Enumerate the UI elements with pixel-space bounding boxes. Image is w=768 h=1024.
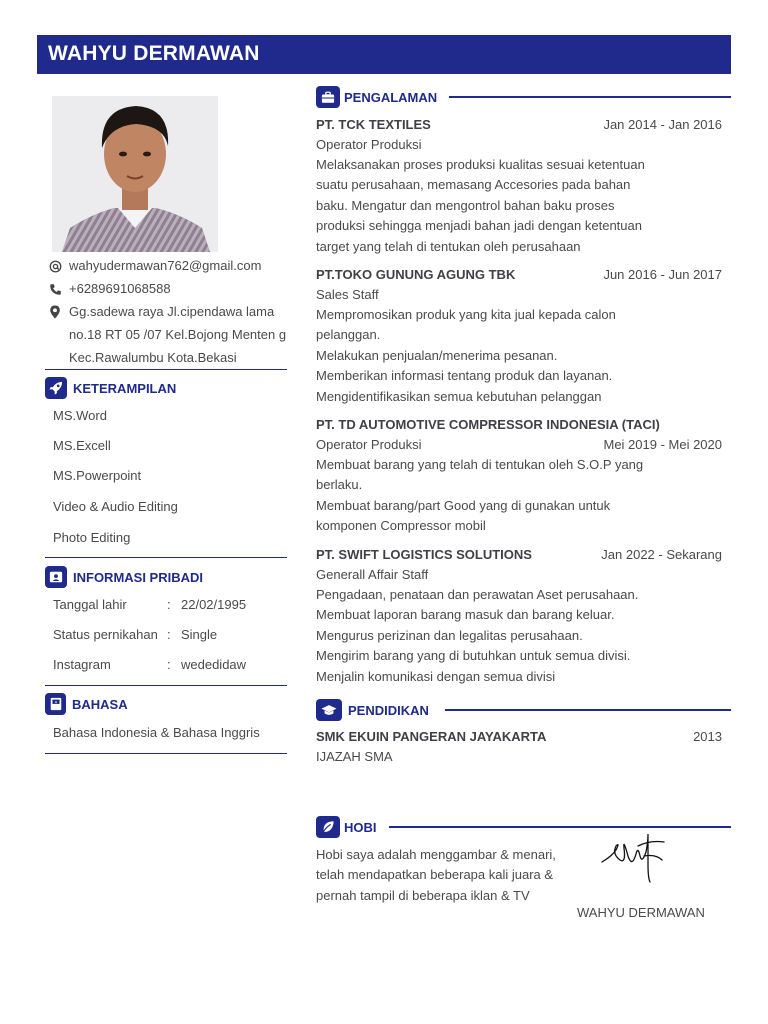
job-role: Sales Staff xyxy=(316,287,379,302)
info-label: Tanggal lahir xyxy=(53,597,127,612)
job-date: Jun 2016 - Jun 2017 xyxy=(603,267,722,282)
language-text: Bahasa Indonesia & Bahasa Inggris xyxy=(53,725,260,740)
divider xyxy=(45,369,287,370)
personal-info-title: INFORMASI PRIBADI xyxy=(73,570,203,585)
candidate-name: WAHYU DERMAWAN xyxy=(48,42,260,65)
personal-info-section-header xyxy=(45,566,287,588)
job-entry xyxy=(316,415,722,537)
school-name: SMK EKUIN PANGERAN JAYAKARTA xyxy=(316,729,547,744)
leaf-icon xyxy=(316,816,340,838)
job-company: PT.TOKO GUNUNG AGUNG TBK xyxy=(316,267,516,282)
svg-text:A: A xyxy=(54,699,57,705)
divider xyxy=(45,557,287,558)
skills-title: KETERAMPILAN xyxy=(73,381,177,396)
section-rule xyxy=(445,709,731,711)
skill-item: MS.Powerpoint xyxy=(53,468,142,483)
info-separator: : xyxy=(167,657,171,672)
education-title: PENDIDIKAN xyxy=(348,703,429,718)
info-value: 22/02/1995 xyxy=(181,597,247,612)
signature-image xyxy=(598,826,670,884)
job-company: PT. SWIFT LOGISTICS SOLUTIONS xyxy=(316,547,532,562)
language-section-header xyxy=(45,693,287,715)
job-date: Mei 2019 - Mei 2020 xyxy=(603,437,722,452)
skill-item: MS.Excell xyxy=(53,438,111,453)
header-bar xyxy=(37,35,731,74)
job-description: Melaksanakan proses produksi kualitas sesuai ketentuan suatu perusahaan, memasang Accesories pada bahan baku. Mengatur dan mengontrol bahan baku proses produksi sehingga menjadi bahan jadi dengan ketentuan target yang telah di tentukan oleh perusahaan xyxy=(316,157,645,254)
divider xyxy=(45,685,287,686)
language-title: BAHASA xyxy=(72,697,128,712)
contact-email[interactable]: wahyudermawan762@gmail.com xyxy=(69,258,262,273)
education-entry xyxy=(316,727,722,767)
rocket-icon xyxy=(45,377,67,399)
location-pin-icon xyxy=(47,304,63,320)
hobby-title: HOBI xyxy=(344,820,377,835)
skills-section-header xyxy=(45,377,287,399)
job-entry xyxy=(316,265,722,407)
job-description: Membuat barang yang telah di tentukan oleh S.O.P yang berlaku. Membuat barang/part Good yang di gunakan untuk komponen Compressor mobil xyxy=(316,457,644,534)
at-icon xyxy=(47,258,63,274)
signature-name: WAHYU DERMAWAN xyxy=(577,905,705,920)
job-entry xyxy=(316,115,722,257)
job-description: Pengadaan, penataan dan perawatan Aset perusahaan. Membuat laporan barang masuk dan barang keluar. Mengurus perizinan dan legalitas perusahaan. Mengirim barang yang di butuhkan untuk semua divisi. Menjalin komunikasi dengan semua divisi xyxy=(316,587,639,684)
skill-item: Video & Audio Editing xyxy=(53,499,178,514)
profile-photo xyxy=(52,96,218,252)
skill-item: Photo Editing xyxy=(53,530,131,545)
job-date: Jan 2014 - Jan 2016 xyxy=(603,117,722,132)
phone-icon xyxy=(47,281,63,297)
contact-phone[interactable]: +6289691068588 xyxy=(69,281,171,296)
contact-address: Gg.sadewa raya Jl.cipendawa lama no.18 RT 05 /07 Kel.Bojong Menten g Kec.Rawalumbu Kota.Bekasi xyxy=(69,304,287,365)
section-rule xyxy=(449,96,731,98)
info-value: wededidaw xyxy=(181,657,247,672)
info-label: Status pernikahan xyxy=(53,627,158,642)
signature-scribble xyxy=(598,826,670,884)
job-company: PT. TCK TEXTILES xyxy=(316,117,431,132)
job-role: Generall Affair Staff xyxy=(316,567,429,582)
job-entry xyxy=(316,545,722,687)
job-role: Operator Produksi xyxy=(316,137,422,152)
education-degree: IJAZAH SMA xyxy=(316,749,393,764)
briefcase-icon xyxy=(316,86,340,108)
job-date: Jan 2022 - Sekarang xyxy=(601,547,722,562)
job-role: Operator Produksi xyxy=(316,437,422,452)
graduation-cap-icon xyxy=(316,699,342,721)
info-value: Single xyxy=(181,627,218,642)
info-separator: : xyxy=(167,627,171,642)
education-year: 2013 xyxy=(693,729,722,744)
job-company: PT. TD AUTOMOTIVE COMPRESSOR INDONESIA (TACI) xyxy=(316,417,660,432)
experience-title: PENGALAMAN xyxy=(344,90,438,105)
section-rule xyxy=(389,826,731,828)
info-separator: : xyxy=(167,597,171,612)
info-label: Instagram xyxy=(53,657,111,672)
job-description: Mempromosikan produk yang kita jual kepada calon pelanggan. Melakukan penjualan/menerima pesanan. Memberikan informasi tentang produk dan layanan. Mengidentifikasikan semua kebutuhan pelanggan xyxy=(316,307,616,404)
profile-photo-illustration xyxy=(52,96,218,252)
id-card-icon xyxy=(45,566,67,588)
dictionary-icon xyxy=(45,693,66,715)
skill-item: MS.Word xyxy=(53,408,107,423)
hobby-description: Hobi saya adalah menggambar & menari, telah mendapatkan beberapa kali juara & pernah tampil di beberapa iklan & TV xyxy=(316,847,556,903)
divider xyxy=(45,753,287,754)
